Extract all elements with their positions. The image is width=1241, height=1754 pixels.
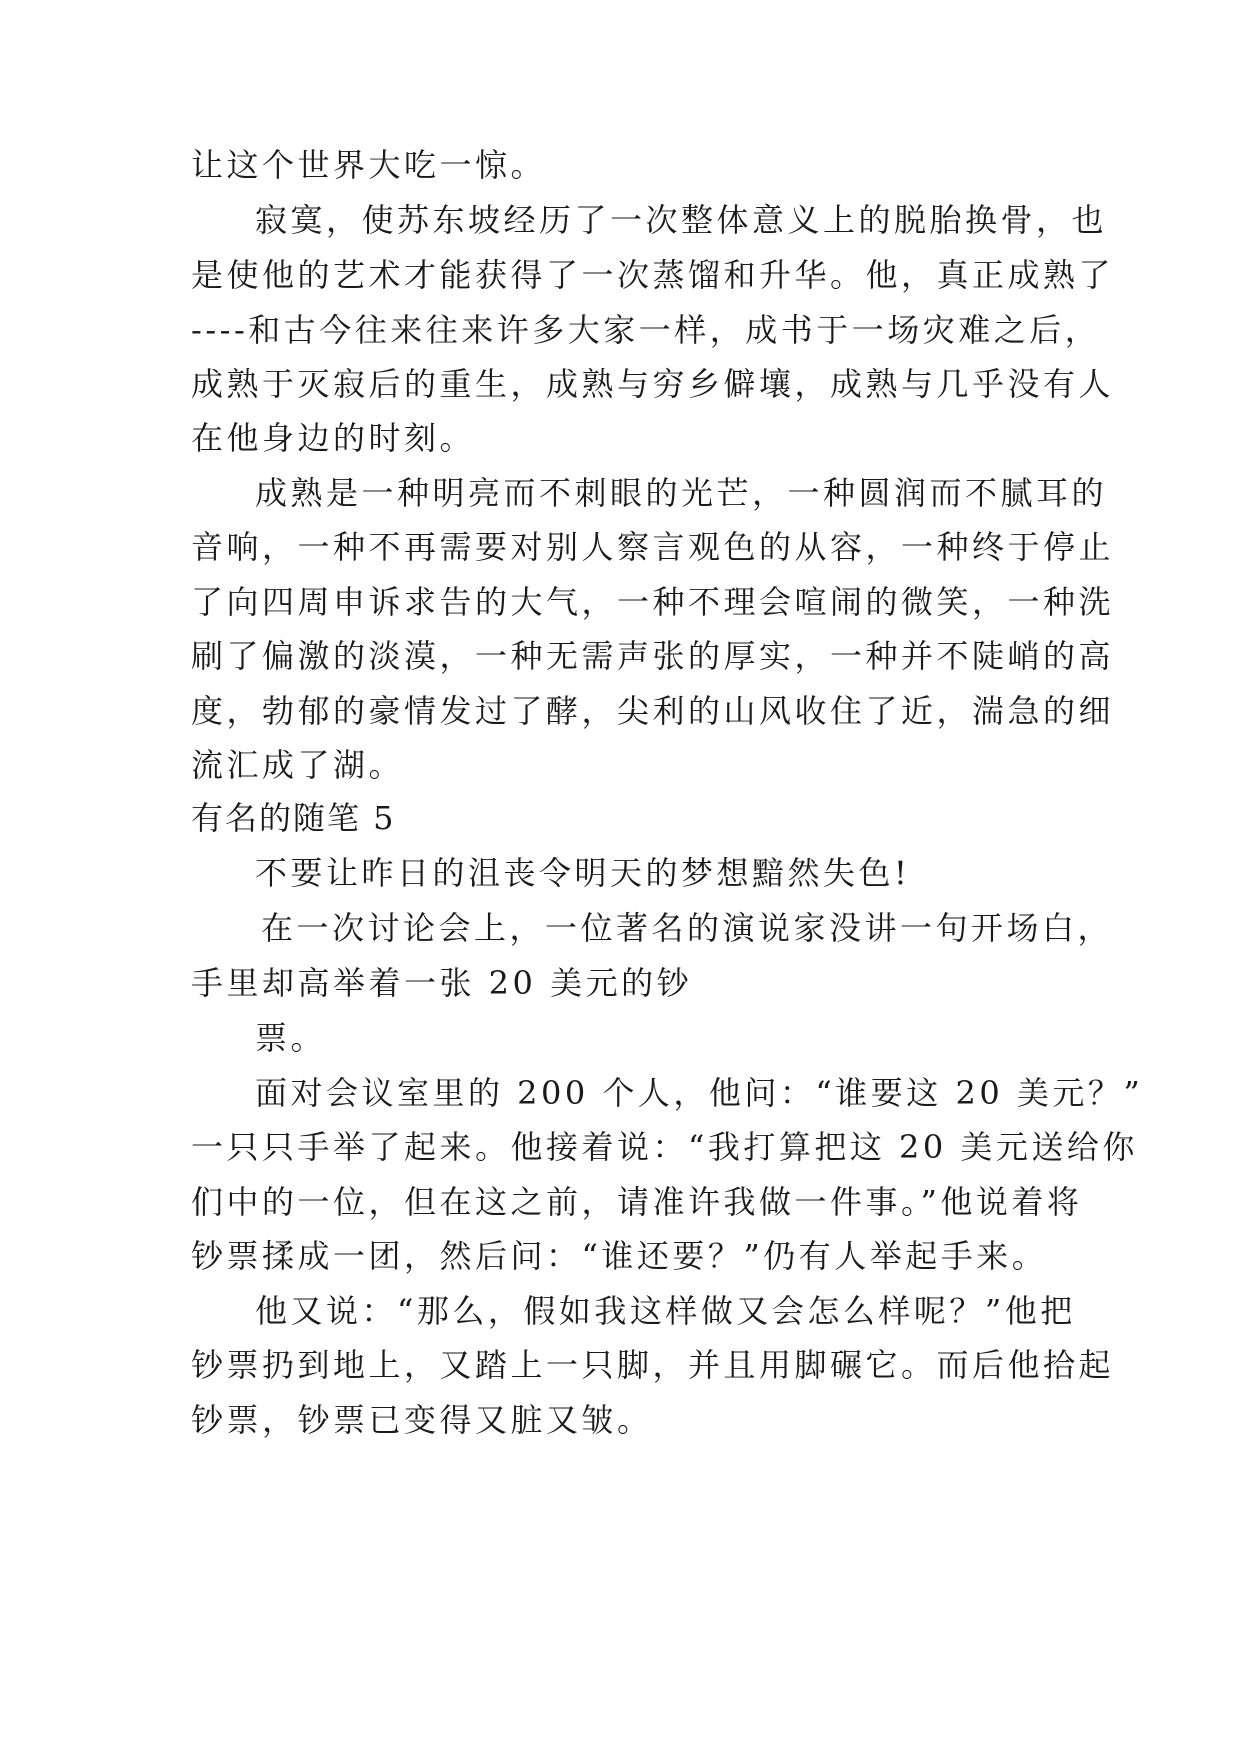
paragraph-line: 是使他的艺术才能获得了一次蒸馏和升华。他，真正成熟了 <box>191 256 1115 294</box>
paragraph-line: 流汇成了湖。 <box>191 746 405 784</box>
paragraph-line: 票。 <box>255 1019 327 1057</box>
paragraph-line: 钞票揉成一团，然后问：“谁还要？”仍有人举起手来。 <box>191 1237 1048 1275</box>
paragraph-line: 了向四周申诉求告的大气，一种不理会喧闹的微笑，一种洗 <box>191 583 1115 621</box>
paragraph-line: 钞票扔到地上，又踏上一只脚，并且用脚碾它。而后他拾起 <box>191 1346 1115 1384</box>
paragraph-line: 度，勃郁的豪情发过了酵，尖利的山风收住了近，湍急的细 <box>191 692 1115 730</box>
paragraph-line: 在他身边的时刻。 <box>191 419 476 457</box>
paragraph-line: 寂寞，使苏东坡经历了一次整体意义上的脱胎换骨，也 <box>255 201 1108 239</box>
paragraph-line: 手里却高举着一张 20 美元的钞 <box>191 964 693 1002</box>
paragraph-line: 一只只手举了起来。他接着说：“我打算把这 20 美元送给你 <box>191 1128 1138 1166</box>
paragraph-line: 钞票，钞票已变得又脏又皱。 <box>191 1401 653 1439</box>
paragraph-line: 成熟于灭寂后的重生，成熟与穷乡僻壤，成熟与几乎没有人 <box>191 365 1115 403</box>
paragraph-line: 刷了偏激的淡漠，一种无需声张的厚实，一种并不陡峭的高 <box>191 637 1115 675</box>
paragraph-line: 成熟是一种明亮而不刺眼的光芒，一种圆润而不腻耳的 <box>255 474 1108 512</box>
paragraph-line: 们中的一位，但在这之前，请准许我做一件事。”他说着将 <box>191 1183 1083 1221</box>
section-title: 有名的随笔 5 <box>191 799 396 837</box>
paragraph-line: 在一次讨论会上，一位著名的演说家没讲一句开场白， <box>261 909 1114 947</box>
paragraph-line: 音响，一种不再需要对别人察言观色的从容，一种终于停止 <box>191 528 1115 566</box>
paragraph-line: 让这个世界大吃一惊。 <box>191 146 547 184</box>
paragraph-line: 面对会议室里的 200 个人，他问：“谁要这 20 美元？” <box>255 1074 1144 1112</box>
paragraph-line: ----和古今往来往来许多大家一样，成书于一场灾难之后， <box>191 311 1101 349</box>
paragraph-line: 不要让昨日的沮丧令明天的梦想黯然失色! <box>255 854 911 892</box>
paragraph-line: 他又说：“那么，假如我这样做又会怎么样呢？”他把 <box>255 1292 1076 1330</box>
